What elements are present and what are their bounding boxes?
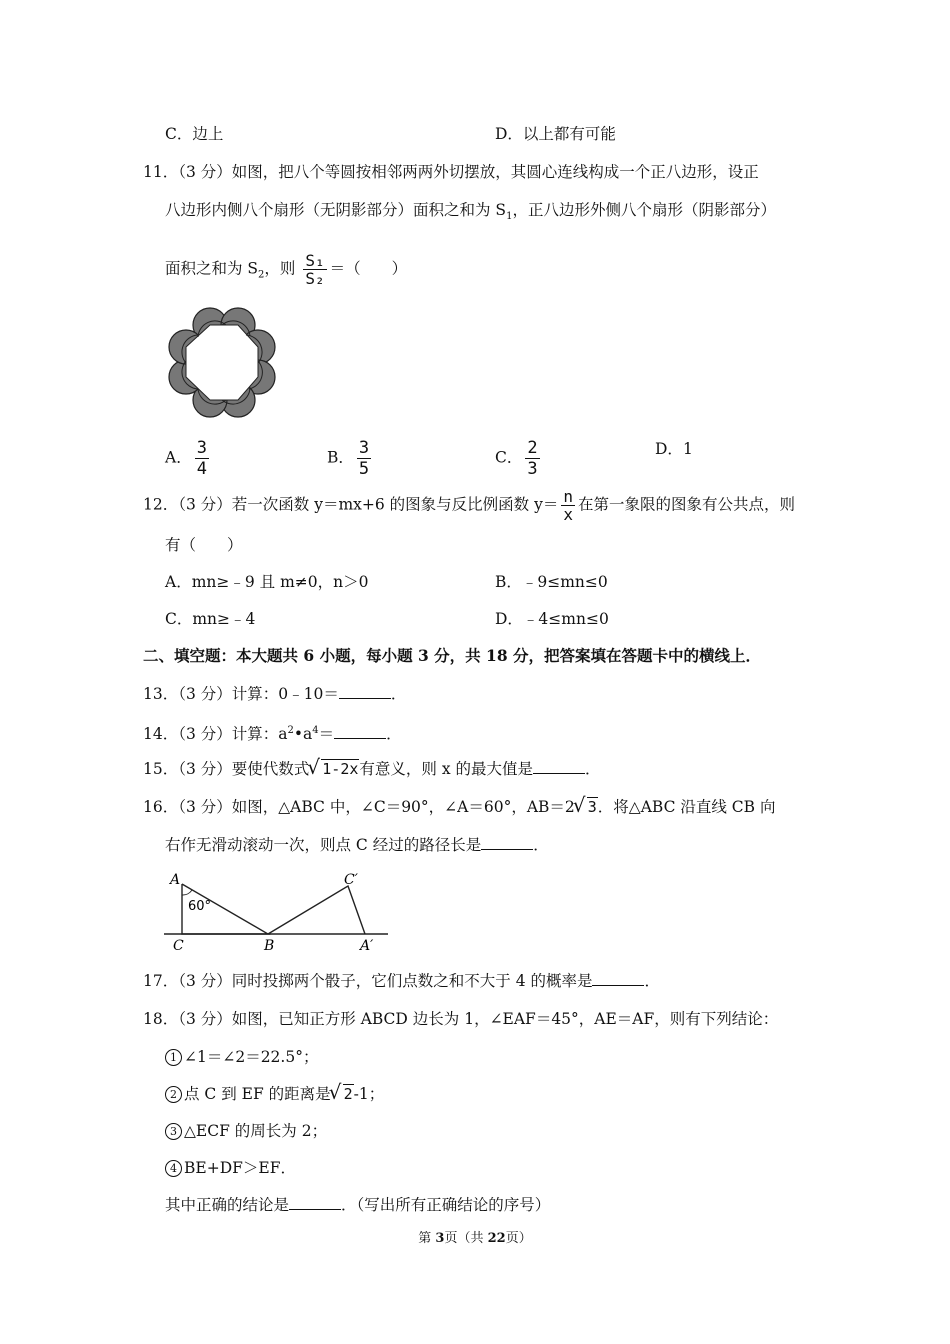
section-2-heading: 二、填空题：本大题共 6 小题，每小题 3 分，共 18 分，把答案填在答题卡中的横线上．: [143, 646, 762, 665]
q10-option-d: D．以上都有可能: [495, 125, 616, 143]
q15: 15．（3 分）要使代数式√ 1-2x有意义，则 x 的最大值是 ．: [143, 758, 601, 780]
q12-option-b: B．﹣9≤mn≤0: [495, 573, 608, 591]
q18-conclusion-1: 1 ∠1＝∠2＝22.5°；: [165, 1046, 318, 1068]
answer-blank: [481, 835, 533, 850]
q12-line2: 有（ ）: [165, 536, 243, 554]
q11-option-a: A． $\frac{3}{4}$: [165, 438, 207, 479]
q11-octagon-circles-figure: [160, 305, 288, 421]
fig-label-Aprime: A′: [360, 938, 374, 954]
q18-conclusion-2: 2 点 C 到 EF 的距离是√ 2-1；: [165, 1083, 384, 1105]
q12-line1: 12．（3 分）若一次函数 y＝mx+6 的图象与反比例函数 y＝ $\frac{n}{x}$ 在第一象限的图象有公共点，则: [143, 487, 796, 524]
q11-line3: 面积之和为 $S_2$，则 $\frac{\text{S₁}}{\text{S₂}}$ ＝（ ）: [165, 251, 408, 288]
q16-line1: 16．（3 分）如图，△ABC 中，∠C＝90°，∠A＝60°，AB＝2√ 3．将△ABC 沿直线 CB 向: [143, 796, 775, 818]
answer-blank: [289, 1195, 341, 1210]
answer-blank: [339, 684, 391, 699]
q13: 13．（3 分）计算：0﹣10＝ ．: [143, 685, 407, 703]
q11-line2: 八边形内侧八个扇形（无阴影部分）面积之和为 $S_1$，正八边形外侧八个扇形（阴影部分）: [165, 201, 776, 223]
fig-label-Cprime: C′: [344, 872, 358, 888]
q11-fraction: $\frac{\text{S₁}}{\text{S₂}}$: [305, 251, 325, 288]
answer-blank: [533, 759, 585, 774]
q11-option-c: C． $\frac{2}{3}$: [495, 438, 538, 479]
fig-label-A: A: [170, 872, 181, 888]
q17: 17．（3 分）同时投掷两个骰子，它们点数之和不大于 4 的概率是 ．: [143, 972, 660, 990]
answer-blank: [592, 971, 644, 986]
q11-line1: 11．（3 分）如图，把八个等圆按相邻两两外切摆放，其圆心连线构成一个正八边形，设正: [143, 163, 759, 181]
q16-line2: 右作无滑动滚动一次，则点 C 经过的路径长是 ．: [165, 836, 549, 854]
q11-option-b: B． $\frac{3}{5}$: [327, 438, 370, 479]
q18-line1: 18．（3 分）如图，已知正方形 ABCD 边长为 1，∠EAF＝45°，AE＝AF，则有下列结论：: [143, 1010, 779, 1028]
q12-option-d: D．﹣4≤mn≤0: [495, 610, 609, 628]
answer-blank: [334, 724, 386, 739]
q12-option-a: A．mn≥﹣9 且 m≠0，n＞0: [165, 573, 369, 591]
q18-conclusion-3: 3 △ECF 的周长为 2；: [165, 1120, 327, 1142]
q18-final-line: 其中正确的结论是 ．（写出所有正确结论的序号）: [165, 1196, 551, 1214]
q12-option-c: C．mn≥﹣4: [165, 610, 256, 628]
q16-triangle-roll-figure: [160, 868, 395, 954]
q18-conclusion-4: 4 BE+DF＞EF．: [165, 1157, 296, 1179]
q10-option-c: C．边上: [165, 125, 224, 143]
fig-label-C: C: [173, 938, 184, 954]
q14: 14．（3 分）计算：$a^2•a^4=$ ．: [143, 725, 402, 744]
page-footer: 第 3页（共 22页）: [418, 1231, 532, 1246]
q11-option-d: D．1: [655, 440, 693, 458]
fig-label-B: B: [264, 938, 275, 954]
fig-angle-label: 60°: [188, 899, 212, 914]
